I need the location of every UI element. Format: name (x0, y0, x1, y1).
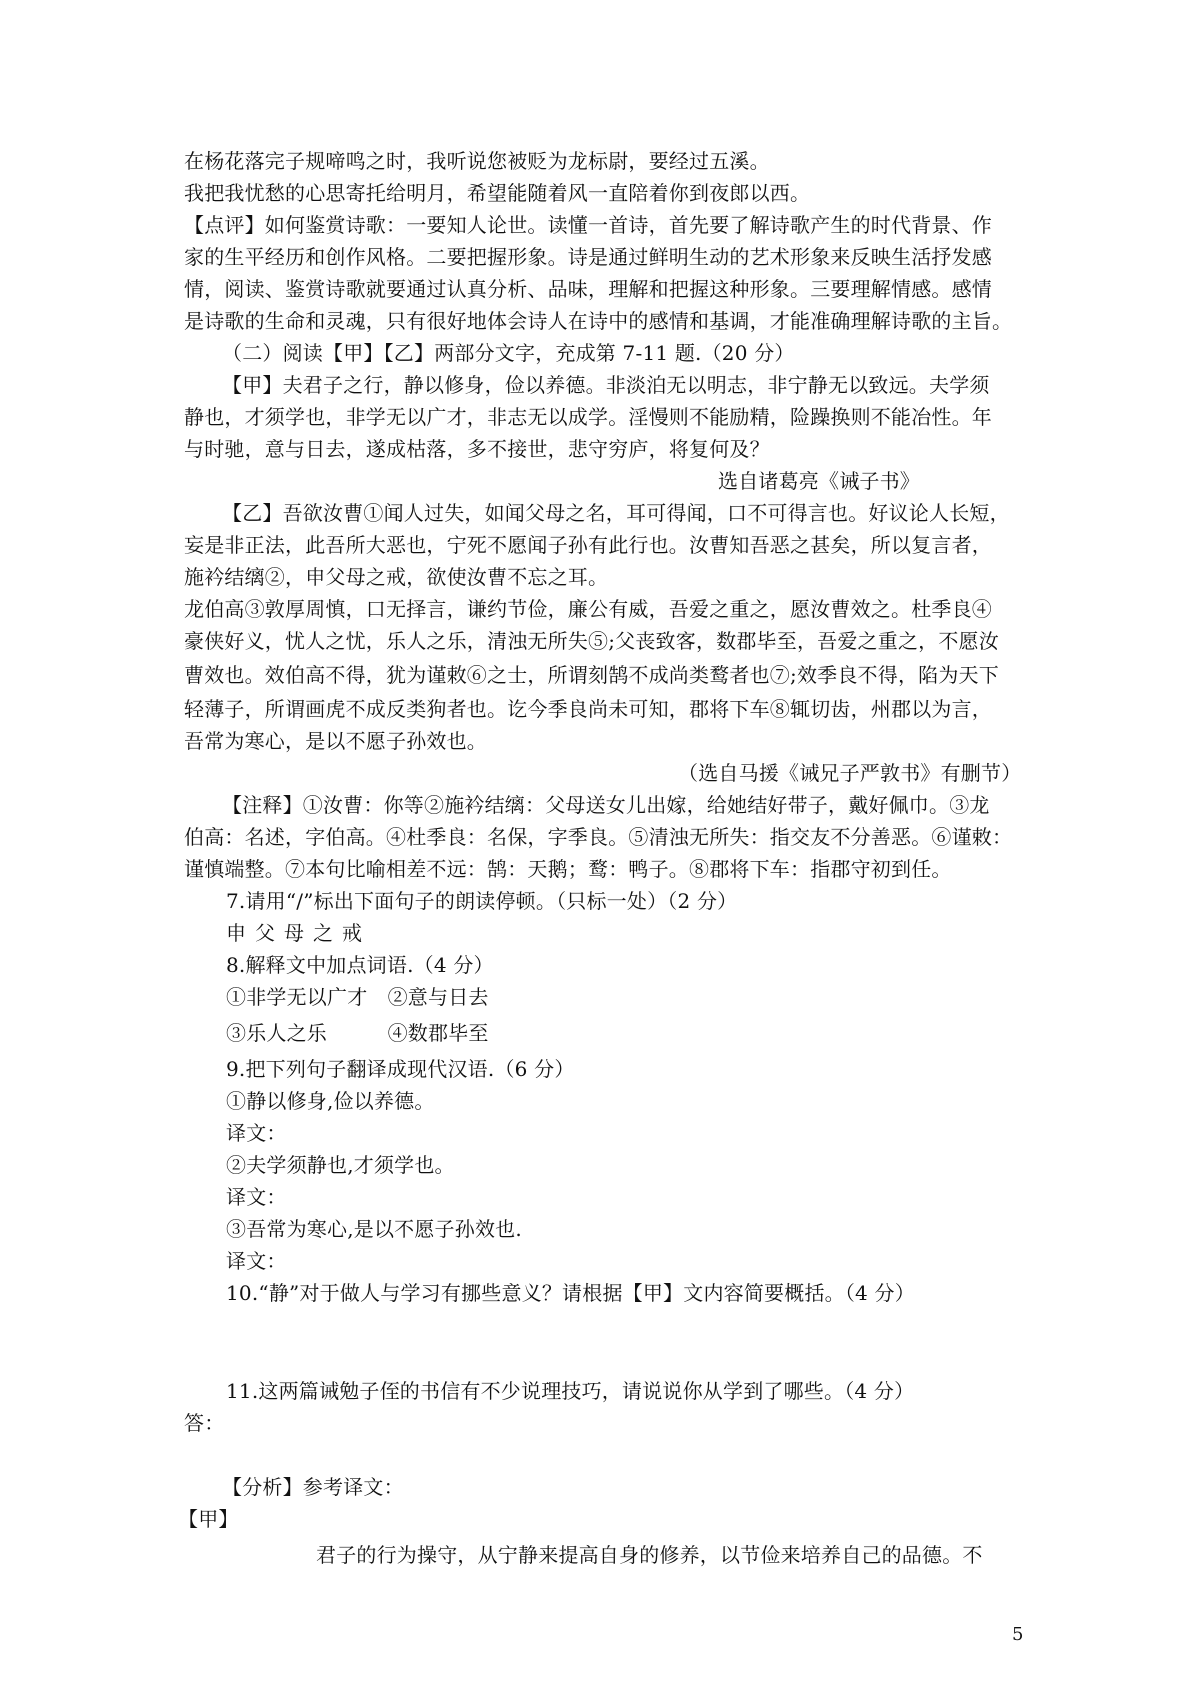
text-line: 【点评】如何鉴赏诗歌：一要知人论世。读懂一首诗，首先要了解诗歌产生的时代背景、作 (184, 213, 992, 237)
text-line: 施衿结缡②，申父母之戒，欲使汝曹不忘之耳。 (184, 565, 609, 589)
text-line: 与时驰，意与日去，遂成枯落，多不接世，悲守穷庐，将复何及？ (184, 437, 770, 461)
source-citation: （选自马援《诫兄子严敦书》有删节） (678, 761, 1022, 785)
question-10: 10.“静”对于做人与学习有挪些意义？请根据【甲】文内容简要概括。（4 分） (226, 1281, 915, 1305)
section-label: 【甲】 (178, 1507, 239, 1531)
text-line: 龙伯高③敦厚周慎，口无择言，谦约节俭，廉公有威，吾爱之重之，愿汝曹效之。杜季良④ (184, 597, 992, 621)
translation-text: 君子的行为操守，从宁静来提高自身的修养，以节俭来培养自己的品德。不 (316, 1543, 983, 1567)
question-9: 9.把下列句子翻译成现代汉语.（6 分） (226, 1057, 575, 1081)
notes-line: 【注释】①汝曹：你等②施衿结缡：父母送女儿出嫁，给她结好带子，戴好佩巾。③龙 (222, 793, 990, 817)
question-9-item: ③吾常为寒心,是以不愿子孙效也. (226, 1217, 522, 1241)
source-citation: 选自诸葛亮《诫子书》 (718, 469, 920, 493)
notes-line: 谨慎端整。⑦本句比喻相差不远：鹄：天鹅；鹜：鸭子。⑧郡将下车：指郡守初到任。 (184, 857, 952, 881)
text-line: 妄是非正法，此吾所大恶也，宁死不愿闻子孙有此行也。汝曹知吾恶之甚矣，所以复言者， (184, 533, 992, 557)
section-heading: （二）阅读【甲】【乙】两部分文字，充成第 7-11 题.（20 分） (222, 341, 795, 365)
translation-label: 译文： (226, 1249, 287, 1273)
text-line: 曹效也。效伯高不得，犹为谨敕⑥之士，所谓刻鹄不成尚类鹜者也⑦;效季良不得，陷为天下 (184, 663, 999, 687)
question-8-items: ①非学无以广才 ②意与日去 (226, 985, 489, 1009)
text-line: 静也，才须学也，非学无以广才，非志无以成学。淫慢则不能励精，险躁换则不能冶性。年 (184, 405, 992, 429)
text-line: 【甲】夫君子之行，静以修身，俭以养德。非淡泊无以明志，非宁静无以致远。夫学须 (222, 373, 990, 397)
text-line: 家的生平经历和创作风格。二要把握形象。诗是通过鲜明生动的艺术形象来反映生活抒发感 (184, 245, 992, 269)
text-line: 我把我忧愁的心思寄托给明月，希望能随着风一直陪着你到夜郎以西。 (184, 181, 811, 205)
notes-line: 伯高：名述，字伯高。④杜季良：名保，字季良。⑤清浊无所失：指交友不分善恶。⑥谨敕： (184, 825, 1013, 849)
question-8: 8.解释文中加点词语.（4 分） (226, 953, 494, 977)
page-number: 5 (1012, 1624, 1024, 1645)
question-9-item: ②夫学须静也,才须学也。 (226, 1153, 455, 1177)
question-11: 11.这两篇诫勉子侄的书信有不少说理技巧，请说说你从学到了哪些。（4 分） (226, 1379, 915, 1403)
analysis-heading: 【分析】参考译文： (222, 1475, 404, 1499)
text-line: 是诗歌的生命和灵魂，只有很好地体会诗人在诗中的感情和基调，才能准确理解诗歌的主旨。 (184, 309, 1013, 333)
question-8-items: ③乐人之乐 ④数郡毕至 (226, 1021, 489, 1045)
answer-label: 答： (184, 1411, 225, 1435)
text-line: 在杨花落完子规啼鸣之时，我听说您被贬为龙标尉，要经过五溪。 (184, 149, 770, 173)
text-line: 吾常为寒心，是以不愿子孙效也。 (184, 729, 487, 753)
text-line: 轻薄子，所谓画虎不成反类狗者也。讫今季良尚未可知，郡将下车⑧辄切齿，州郡以为言， (184, 697, 992, 721)
text-line: 豪侠好义，忧人之忧，乐人之乐，清浊无所失⑤;父丧致客，数郡毕至，吾爱之重之，不愿汝 (184, 629, 999, 653)
translation-label: 译文： (226, 1185, 287, 1209)
translation-label: 译文： (226, 1121, 287, 1145)
question-7-sentence: 申父母之戒 (226, 921, 371, 945)
question-7: 7.请用“/”标出下面句子的朗读停顿。（只标一处）（2 分） (226, 889, 738, 913)
text-line: 【乙】吾欲汝曹①闻人过失，如闻父母之名，耳可得闻，口不可得言也。好议论人长短， (222, 501, 1010, 525)
text-line: 情，阅读、鉴赏诗歌就要通过认真分析、品味，理解和把握这种形象。三要理解情感。感情 (184, 277, 992, 301)
question-9-item: ①静以修身,俭以养德。 (226, 1089, 435, 1113)
